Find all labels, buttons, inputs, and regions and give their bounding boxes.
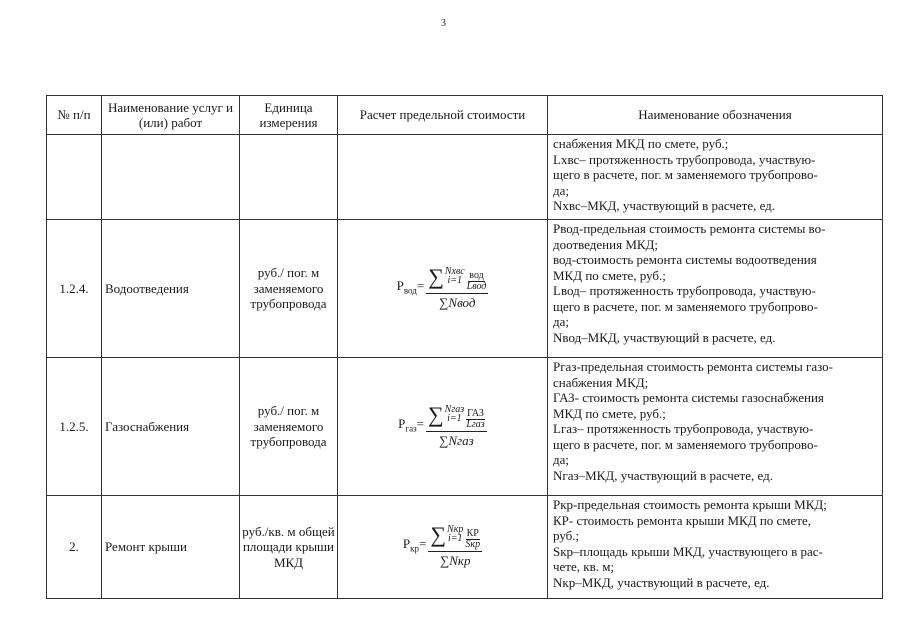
desc-line: Nгаз–МКД, участвующий в расчете, ед. [553,467,773,483]
inner-denominator: Sкр [465,539,481,551]
header-name: Наименование услуг и (или) работ [102,96,240,135]
row-name: Ремонт крыши [102,496,240,599]
desc-line: да; [553,314,569,329]
row-description [548,220,883,358]
desc-line: Nвод–МКД, участвующий в расчете, ед. [553,329,776,345]
desc-line: Pвод-предельная стоимость ремонта системы во- [553,221,826,236]
formula-fraction [428,522,482,569]
inner-numerator: ГАЗ [467,407,484,419]
inner-denominator: Lгаз [466,418,485,430]
sum-sign: ∑ [430,522,447,548]
row-description [548,135,883,220]
desc-line: чете, кв. м; [553,559,615,574]
desc-line: Nкр–МКД, участвующий в расчете, ед. [553,574,770,590]
desc-line: Nxвс–МКД, участвующий в расчете, ед. [553,198,776,213]
desc-line: вод-стоимость ремонта системы водоотведения [553,252,817,267]
row-num: 2. [47,496,102,599]
desc-line: МКД по смете, руб.; [553,405,666,421]
row-unit: руб./ пог. м заменяемого трубопровода [240,358,338,496]
row-formula [338,220,548,358]
formula-denominator: ∑Nгаз [439,432,474,448]
desc-line: руб.; [553,528,580,543]
formula [398,401,487,449]
sum-sign: ∑ [428,263,444,289]
formula-lhs: $P_{вод}=$ [396,277,425,296]
formula-fraction [426,263,488,311]
formula-fraction [426,401,487,449]
desc-line: Pгаз-предельная стоимость ремонта системы газо- [553,359,833,374]
table-header-row [47,96,883,135]
formula-lhs: $P_{газ}=$ [398,415,424,434]
desc-line: да; [553,452,569,467]
page-number: 3 [441,18,446,29]
header-unit: Единица измерения [240,96,338,135]
cost-table [46,95,883,599]
sum-lower-limit: i=1 [447,412,462,424]
sum-lower-limit: i=1 [447,533,463,545]
desc-line: Lвод– протяженность трубопровода, участвую- [553,283,816,298]
row-name: Газоснабжения [102,358,240,496]
inner-numerator: КР [466,528,479,540]
desc-line: щего в расчете, пог. м заменяемого трубопрово- [553,298,818,314]
desc-line: Lгаз– протяженность трубопровода, участвую- [553,421,814,436]
row-num: 1.2.5. [47,358,102,496]
table-row [47,358,883,496]
desc-line: МКД по смете, руб.; [553,267,666,283]
formula-denominator: ∑Nкр [439,553,471,569]
row-formula [338,496,548,599]
desc-line: снабжения МКД по смете, руб.; [553,136,729,151]
row-description [548,496,883,599]
row-description [548,358,883,496]
row-num: 1.2.4. [47,220,102,358]
desc-line: щего в расчете, пог. м заменяемого трубопрово- [553,167,818,182]
table-row [47,496,883,599]
table-row [47,220,883,358]
desc-line: доотведения МКД; [553,236,659,252]
row-formula [338,135,548,220]
row-num [47,135,102,220]
formula [396,263,489,311]
sum-lower-limit: i=1 [447,274,463,286]
row-unit: руб./ пог. м заменяемого трубопровода [240,220,338,358]
sum-upper-limit: Nxвс [444,265,465,277]
header-num: № п/п [47,96,102,135]
sum-upper-limit: Nгаз [444,403,465,415]
desc-line: снабжения МКД; [553,374,649,390]
inner-denominator: Lвод [466,280,487,292]
inner-numerator: вод [469,269,484,281]
sum-sign: ∑ [427,401,444,427]
row-unit: руб./кв. м общей площади крыши МКД [240,496,338,599]
sum-upper-limit: Nкр [447,524,464,536]
row-name: Водоотведения [102,220,240,358]
desc-line: Lxвс– протяженность трубопровода, участвую- [553,151,816,167]
desc-line: Pкр-предельная стоимость ремонта крыши МКД; [553,497,827,512]
desc-line: КР- стоимость ремонта крыши МКД по смете, [553,512,812,528]
formula-lhs: $P_{кр}=$ [402,536,427,555]
formula [402,522,482,569]
row-name [102,135,240,220]
desc-line: ГАЗ- стоимость ремонта системы газоснабжения [553,390,824,405]
desc-line: да; [553,182,569,198]
table-row [47,135,883,220]
desc-line: Sкр–площадь крыши МКД, участвующего в рас- [553,543,823,559]
row-formula [338,358,548,496]
formula-denominator: ∑Nвод [439,294,476,310]
header-calc: Расчет предельной стоимости [338,96,548,135]
desc-line: щего в расчете, пог. м заменяемого трубопрово- [553,436,818,452]
row-unit [240,135,338,220]
header-desc: Наименование обозначения [548,96,883,135]
